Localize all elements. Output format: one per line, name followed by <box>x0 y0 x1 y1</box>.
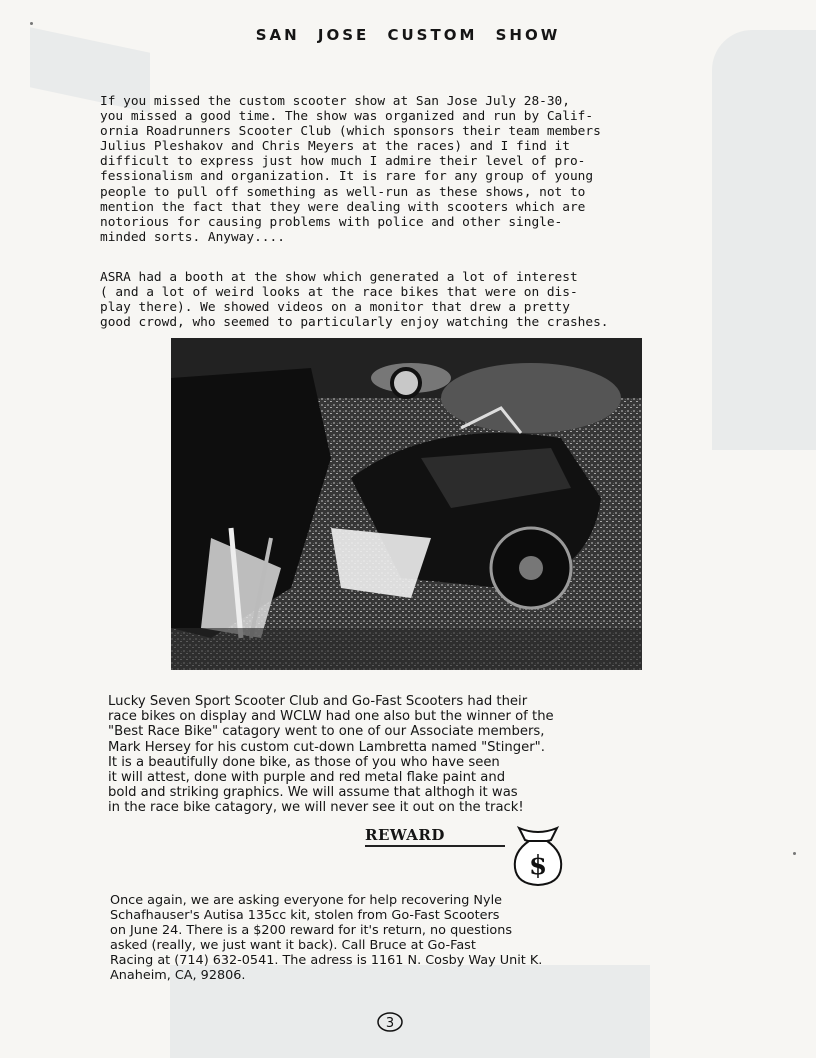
intro-paragraph: If you missed the custom scooter show at San Jose July 28-30, you missed a good time. The show was organized and run by Calif- ornia Roadrunners Scooter Club (which sponsors their team members Julius Pleshakov and Chris Meyers at the races) and I find it difficult to express just how much I admire their level of pro- fessionalism and organization. It is rare for any group of young people to pull off something as well-run as these shows, not to mention the fact that they were dealing with scooters which are notorious for causing problems with police and other single- minded sorts. Anyway.... <box>100 94 601 245</box>
svg-text:3: 3 <box>385 1016 395 1031</box>
scooter-photo <box>171 338 642 670</box>
paper-speck <box>793 852 796 855</box>
reward-paragraph: Once again, we are asking everyone for help recovering Nyle Schafhauser's Autisa 135cc kit, stolen from Go-Fast Scooters on June 24. There is a $200 reward for it's return, no questions asked (really, we just want it back). Call Bruce at Go-Fast Racing at (714) 632-0541. The adress is 1161 N. Cosby Way Unit K. Anaheim, CA, 92806. <box>110 893 543 984</box>
paper-speck <box>30 22 33 25</box>
page-number <box>376 1011 404 1037</box>
page-title: SAN JOSE CUSTOM SHOW <box>255 26 561 44</box>
money-bag-icon <box>505 822 571 892</box>
reward-heading: REWARD <box>365 826 445 844</box>
reward-underline <box>365 845 505 847</box>
booth-paragraph: ASRA had a booth at the show which generated a lot of interest ( and a lot of weird looks at the race bikes that were on dis- play there). We showed videos on a monitor that drew a pretty good crowd, who seemed to particularly enjoy watching the crashes. <box>100 270 609 331</box>
bag-dollar-sign: $ <box>528 851 548 881</box>
race-bike-paragraph: Lucky Seven Sport Scooter Club and Go-Fast Scooters had their race bikes on display and WCLW had one also but the winner of the "Best Race Bike" catagory went to one of our Associate members, Mark Hersey for his custom cut-down Lambretta named "Stinger". It is a beautifully done bike, as those of you who have seen it will attest, done with purple and red metal flake paint and bold and striking graphics. We will assume that althogh it was in the race bike catagory, we will never see it out on the track! <box>108 694 554 816</box>
bleed-through-shadow <box>712 30 816 450</box>
